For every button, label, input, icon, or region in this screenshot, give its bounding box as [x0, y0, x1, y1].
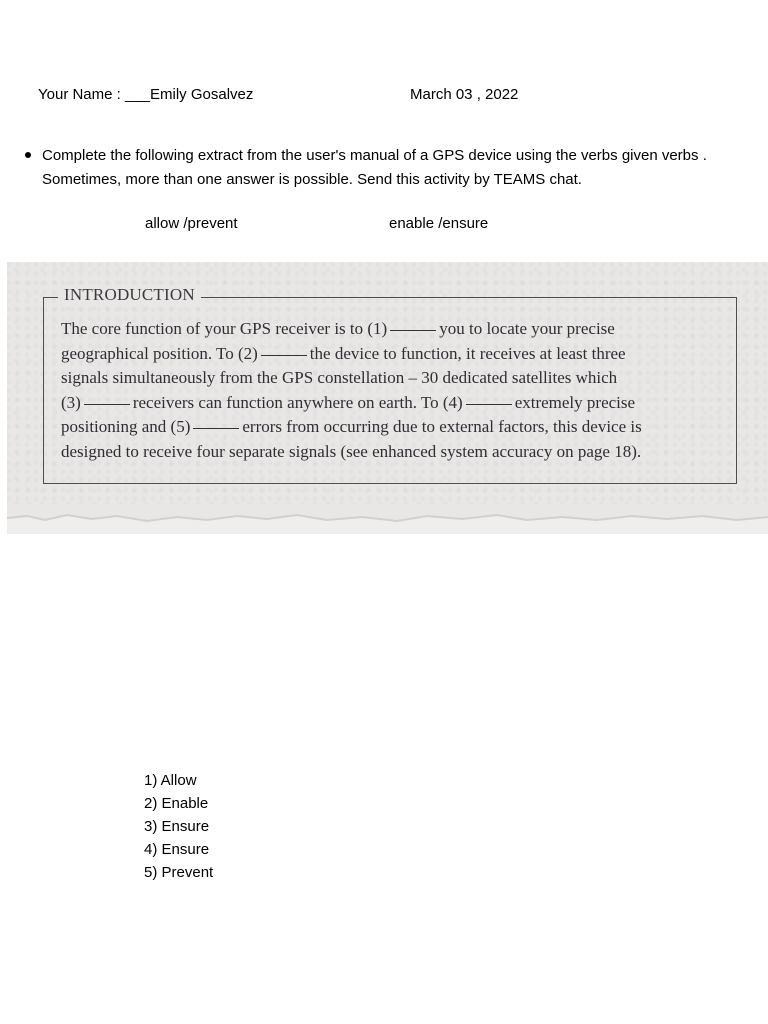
- blank-5: [193, 428, 239, 429]
- blank-3: [84, 404, 130, 405]
- answer-item: 4) Ensure: [144, 841, 210, 858]
- verb-pair-1: allow /prevent: [145, 215, 238, 232]
- answer-item: 3) Ensure: [144, 818, 210, 835]
- extract-text: [61, 317, 731, 464]
- extract-line: positioning and (5) errors from occurring due to external factors, this device is: [61, 417, 642, 436]
- answer-item: 5) Prevent: [144, 864, 214, 881]
- instruction-line-1: Complete the following extract from the user's manual of a GPS device using the verbs given verbs .: [42, 147, 707, 164]
- extract-line: geographical position. To (2) the device to function, it receives at least three: [61, 343, 626, 363]
- extract-line: designed to receive four separate signals (see enhanced system accuracy on page 18).: [61, 441, 642, 461]
- verb-pair-2: enable /ensure: [389, 215, 489, 232]
- blank-4: [466, 404, 512, 405]
- torn-edge: [7, 504, 768, 534]
- answer-item: 1) Allow: [144, 772, 197, 789]
- date: March 03 , 2022: [410, 86, 519, 103]
- extract-scan: [7, 262, 768, 534]
- extract-line: (3) receivers can function anywhere on earth. To (4) extremely precise: [61, 392, 636, 412]
- extract-line: The core function of your GPS receiver is to (1) you to locate your precise: [61, 319, 615, 338]
- answer-list: [144, 769, 213, 884]
- instruction-line-2: Sometimes, more than one answer is possible. Send this activity by TEAMS chat.: [42, 171, 582, 188]
- extract-heading: INTRODUCTION: [58, 285, 201, 305]
- extract-line: signals simultaneously from the GPS constellation – 30 dedicated satellites which: [61, 368, 618, 387]
- student-name: Your Name : ___Emily Gosalvez: [38, 86, 254, 103]
- blank-1: [390, 330, 436, 331]
- bullet-icon: [25, 152, 31, 158]
- blank-2: [261, 355, 307, 356]
- answer-item: 2) Enable: [144, 795, 209, 812]
